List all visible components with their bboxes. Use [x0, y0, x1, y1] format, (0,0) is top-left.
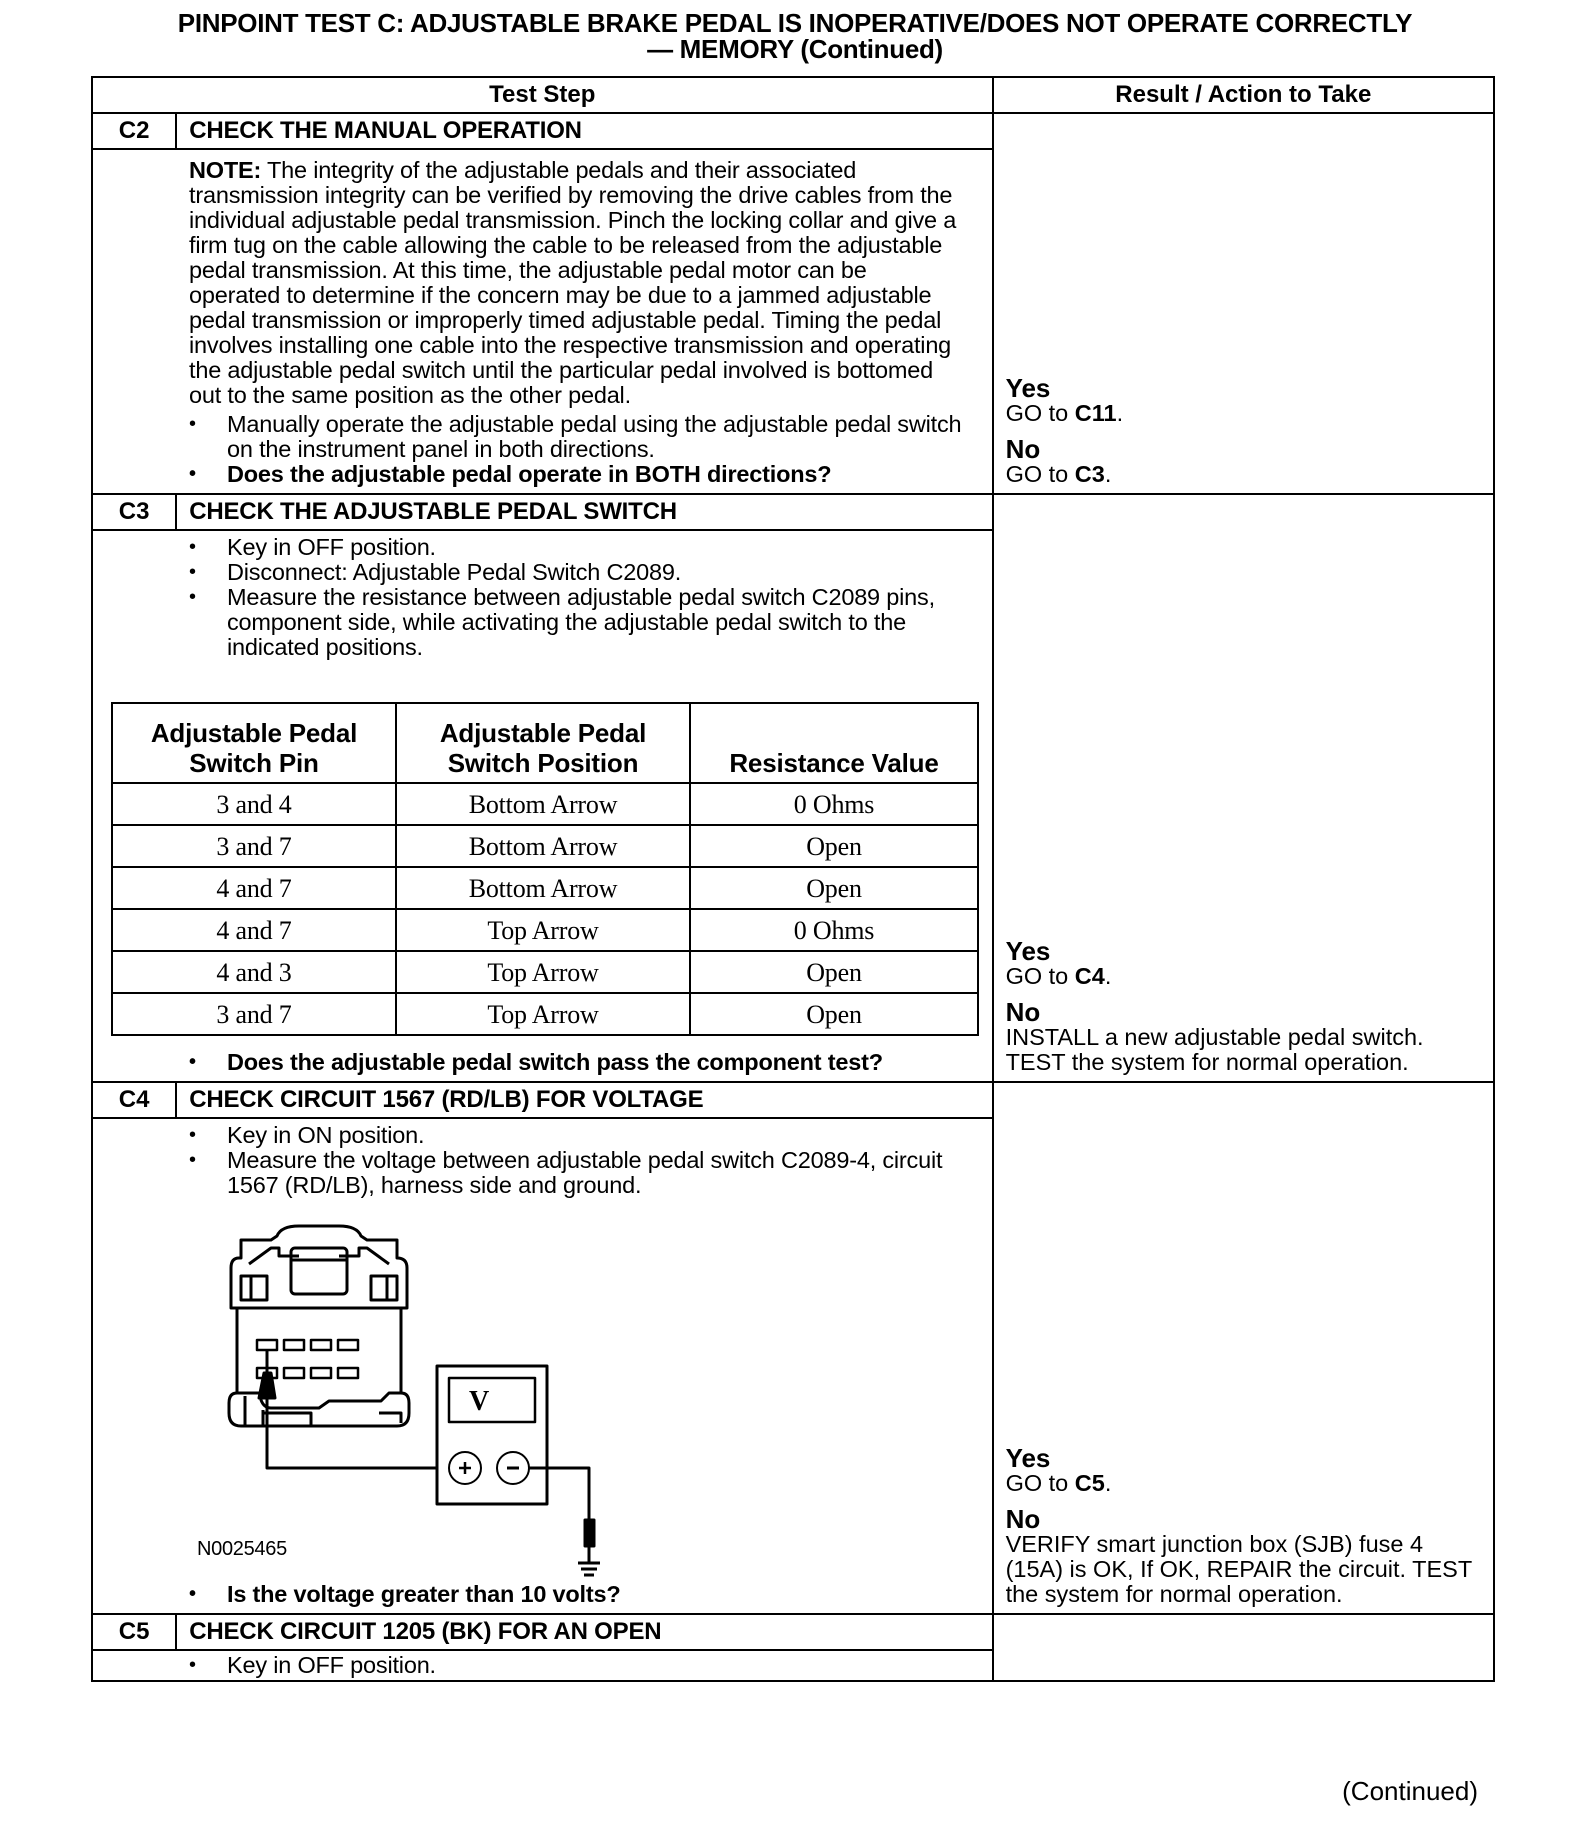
yes-label: Yes	[1005, 373, 1051, 403]
step-c2-title-row	[92, 113, 1494, 149]
position-cell: Bottom Arrow	[396, 825, 690, 867]
table-header-row	[92, 77, 1494, 113]
step-title: CHECK CIRCUIT 1567 (RD/LB) FOR VOLTAGE	[176, 1082, 992, 1118]
ground-icon	[578, 1563, 600, 1575]
voltmeter-diagram	[179, 1218, 879, 1578]
no-label: No	[1005, 1504, 1041, 1534]
header-test-step: Test Step	[92, 77, 993, 113]
connector-icon	[229, 1226, 409, 1426]
yes-action	[1006, 401, 1483, 426]
yes-label: Yes	[1005, 936, 1051, 966]
pin-cell: 3 and 7	[112, 825, 396, 867]
step-id: C4	[92, 1082, 176, 1118]
instruction-item: • Disconnect: Adjustable Pedal Switch C2089.	[189, 560, 962, 585]
yes-label: Yes	[1005, 1443, 1051, 1473]
connector-voltmeter-illustration	[179, 1218, 879, 1578]
position-cell: Top Arrow	[396, 909, 690, 951]
yes-action	[1006, 964, 1483, 989]
instruction-list	[189, 1123, 962, 1198]
no-action: VERIFY smart junction box (SJB) fuse 4 (15A) is OK, If OK, REPAIR the circuit. TEST the system for normal operation.	[1005, 1531, 1472, 1607]
question-item: • Does the adjustable pedal switch pass the component test?	[189, 1050, 962, 1075]
question-list	[189, 1582, 962, 1607]
step-c4-title-row	[92, 1082, 1494, 1118]
yes-action	[1006, 1471, 1483, 1496]
yes-prefix: GO to	[1005, 963, 1075, 989]
instruction-item: • Key in OFF position.	[189, 535, 962, 560]
instruction-item: • Key in ON position.	[189, 1123, 962, 1148]
resistance-table-header	[112, 703, 978, 783]
step-title: CHECK THE ADJUSTABLE PEDAL SWITCH	[176, 494, 992, 530]
no-prefix: GO to	[1005, 461, 1075, 487]
goto-c11-link[interactable]: C11	[1074, 400, 1117, 426]
no-label: No	[1005, 434, 1041, 464]
step-title: CHECK THE MANUAL OPERATION	[176, 113, 992, 149]
table-row	[112, 909, 978, 951]
yes-prefix: GO to	[1005, 1470, 1075, 1496]
yes-suffix: .	[1116, 400, 1124, 426]
step-c3-body	[92, 530, 993, 1082]
continued-label: (Continued)	[1342, 1776, 1478, 1806]
col-header-pin: Adjustable Pedal Switch Pin	[112, 703, 396, 783]
col-header-resistance: Resistance Value	[690, 703, 978, 783]
note	[189, 158, 962, 408]
instruction-list	[189, 412, 962, 487]
yes-suffix: .	[1104, 963, 1112, 989]
resistance-cell: 0 Ohms	[690, 783, 978, 825]
resistance-cell: Open	[690, 993, 978, 1035]
step-c4-body	[92, 1118, 993, 1614]
instruction-list	[189, 535, 962, 660]
no-action	[1006, 462, 1483, 487]
goto-c3-link[interactable]: C3	[1074, 461, 1105, 487]
figure-id: N0025465	[197, 1538, 287, 1560]
pin-cell: 4 and 7	[112, 867, 396, 909]
step-id: C5	[92, 1614, 176, 1650]
no-action-1: INSTALL a new adjustable pedal switch.	[1005, 1024, 1424, 1050]
page-title	[90, 10, 1500, 62]
position-cell: Bottom Arrow	[396, 783, 690, 825]
step-id: C3	[92, 494, 176, 530]
question-item: • Is the voltage greater than 10 volts?	[189, 1582, 962, 1607]
position-cell: Top Arrow	[396, 951, 690, 993]
ground-probe-icon	[585, 1520, 594, 1546]
table-row	[112, 783, 978, 825]
col-header-position: Adjustable Pedal Switch Position	[396, 703, 690, 783]
note-label: NOTE:	[189, 157, 262, 183]
pin-cell: 4 and 7	[112, 909, 396, 951]
voltmeter-icon	[437, 1366, 547, 1504]
instruction-item: • Key in OFF position.	[189, 1653, 962, 1678]
note-text: The integrity of the adjustable pedals and their associated transmission integrity can be verified by removing the drive cables from the individual adjustable pedal transmission. Pinch the locking collar and give a firm tug on the cable allowing the cable to be released from the adjustable pedal transmission. At this time, the adjustable pedal motor can be operated to determine if the concern may be due to a jammed adjustable pedal transmission or improperly timed adjustable pedal. Timing the pedal involves installing one cable into the respective transmission and operating the adjustable pedal switch until the particular pedal involved is bottomed out to the same position as the other pedal.	[189, 157, 957, 408]
table-row	[112, 993, 978, 1035]
step-id: C2	[92, 113, 176, 149]
question-list	[189, 1050, 962, 1075]
no-suffix: .	[1104, 461, 1112, 487]
goto-c4-link[interactable]: C4	[1074, 963, 1105, 989]
step-c5-title-row	[92, 1614, 1494, 1650]
instruction-item: • Manually operate the adjustable pedal using the adjustable pedal switch on the instrument panel in both directions.	[189, 412, 962, 462]
no-action-2: TEST the system for normal operation.	[1005, 1049, 1409, 1075]
table-row	[112, 825, 978, 867]
step-c5-body	[92, 1650, 993, 1681]
pin-cell: 4 and 3	[112, 951, 396, 993]
table-row	[112, 867, 978, 909]
meter-display-symbol: V	[468, 1386, 490, 1417]
instruction-list	[189, 1653, 962, 1678]
position-cell: Bottom Arrow	[396, 867, 690, 909]
step-c3-title-row	[92, 494, 1494, 530]
step-c4-result	[993, 1082, 1494, 1614]
instruction-item: • Measure the resistance between adjustable pedal switch C2089 pins, component side, while activating the adjustable pedal switch to the indicated positions.	[189, 585, 962, 660]
resistance-cell: Open	[690, 825, 978, 867]
position-cell: Top Arrow	[396, 993, 690, 1035]
instruction-item: • Measure the voltage between adjustable pedal switch C2089-4, circuit 1567 (RD/LB), harness side and ground.	[189, 1148, 962, 1198]
step-title: CHECK CIRCUIT 1205 (BK) FOR AN OPEN	[176, 1614, 992, 1650]
ground-lead	[529, 1468, 589, 1563]
pin-cell: 3 and 4	[112, 783, 396, 825]
page-title-line1: PINPOINT TEST C: ADJUSTABLE BRAKE PEDAL IS INOPERATIVE/DOES NOT OPERATE CORRECTLY	[177, 8, 1413, 38]
step-c2-result	[993, 113, 1494, 494]
header-result: Result / Action to Take	[993, 77, 1494, 113]
yes-prefix: GO to	[1005, 400, 1075, 426]
pin-cell: 3 and 7	[112, 993, 396, 1035]
question-item: • Does the adjustable pedal operate in BOTH directions?	[189, 462, 962, 487]
step-c2-body	[92, 149, 993, 494]
resistance-cell: 0 Ohms	[690, 909, 978, 951]
yes-suffix: .	[1104, 1470, 1112, 1496]
step-c3-result	[993, 494, 1494, 1082]
page-title-line2: — MEMORY (Continued)	[647, 34, 943, 64]
resistance-cell: Open	[690, 951, 978, 993]
table-row	[112, 951, 978, 993]
pinpoint-test-table	[91, 76, 1495, 1682]
resistance-cell: Open	[690, 867, 978, 909]
no-label: No	[1005, 997, 1041, 1027]
resistance-table	[111, 702, 979, 1036]
goto-c5-link[interactable]: C5	[1074, 1470, 1105, 1496]
step-c5-result	[993, 1614, 1494, 1681]
